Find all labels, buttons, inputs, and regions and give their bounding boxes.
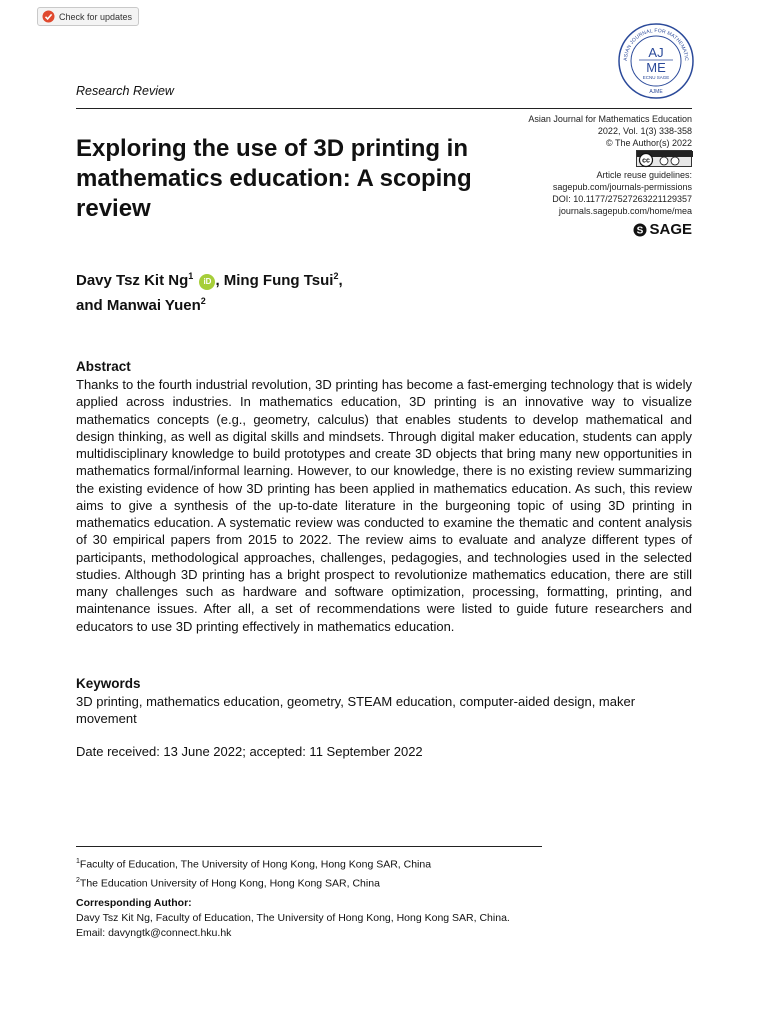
affiliation-item: [76, 854, 636, 873]
corresponding-author: [76, 911, 676, 941]
footnote-divider: [76, 846, 542, 847]
header-divider: [76, 108, 692, 109]
svg-text:cc: cc: [642, 157, 650, 165]
affiliation-text: Faculty of Education, The University of Hong Kong, Hong Kong SAR, China: [79, 858, 432, 871]
corresponding-author-heading: Corresponding Author:: [76, 897, 192, 909]
orcid-icon[interactable]: iD: [199, 274, 215, 290]
affiliation-sup: 2: [76, 876, 80, 884]
affiliation-sup: 1: [76, 858, 80, 865]
received-accepted-dates: Date received: 13 June 2022; accepted: 11 September 2022: [76, 744, 423, 759]
journal-name: Asian Journal for Mathematics Education: [528, 114, 692, 124]
cc-license-icon[interactable]: [636, 150, 692, 167]
reuse-link[interactable]: sagepub.com/journals-permissions: [552, 182, 692, 192]
sage-label: SAGE: [649, 221, 692, 238]
sage-logo: [633, 223, 692, 237]
svg-text:ECNU SAGE: ECNU SAGE: [642, 75, 670, 80]
author-affiliation-sup: 2: [200, 296, 206, 306]
journal-volume: 2022, Vol. 1(3) 338-358: [597, 126, 692, 136]
article-title: Exploring the use of 3D printing in mathematics education: A scoping review: [76, 135, 472, 222]
journal-info: [452, 113, 692, 240]
author-name: , Ming Fung Tsui: [215, 272, 334, 289]
sage-s-icon: [633, 223, 647, 237]
affiliations: [76, 854, 636, 891]
check-updates-icon: [42, 10, 55, 23]
author-list: [76, 266, 496, 316]
author-name: and Manwai Yuen: [76, 297, 201, 314]
keywords-heading: Keywords: [76, 676, 141, 691]
journal-logo: [617, 22, 695, 100]
svg-text:ME: ME: [646, 60, 666, 75]
svg-text:ASIAN JOURNAL FOR MATHEMATICS: ASIAN JOURNAL FOR MATHEMATIC: [622, 27, 690, 62]
corresponding-author-details: Davy Tsz Kit Ng, Faculty of Education, The University of Hong Kong, Hong Kong SAR, China.: [76, 912, 510, 924]
doi[interactable]: DOI: 10.1177/27527263221129357: [552, 194, 692, 204]
svg-text:S: S: [637, 225, 644, 237]
author-affiliation-sup: 2: [333, 271, 339, 281]
journal-link[interactable]: journals.sagepub.com/home/mea: [558, 206, 692, 216]
affiliation-item: [76, 873, 636, 892]
reuse-label: Article reuse guidelines:: [596, 170, 692, 180]
check-for-updates-button[interactable]: [37, 7, 139, 26]
article-category: Research Review: [76, 84, 174, 98]
check-updates-label: Check for updates: [59, 11, 133, 22]
copyright: © The Author(s) 2022: [605, 138, 692, 148]
svg-text:AJ: AJ: [648, 45, 664, 60]
svg-text:AJME: AJME: [649, 89, 663, 95]
corresponding-author-email[interactable]: Email: davyngtk@connect.hku.hk: [76, 927, 232, 939]
keywords-text: 3D printing, mathematics education, geometry, STEAM education, computer-aided design, maker movement: [76, 694, 636, 726]
author-name: Davy Tsz Kit Ng: [76, 272, 189, 289]
abstract-heading: Abstract: [76, 359, 131, 374]
abstract-text: Thanks to the fourth industrial revolution, 3D printing has become a fast-emerging technology that is widely applied across industries. In mathematics education, 3D printing is an innovative way to visualize mathematics concepts (e.g., geometry, calculus) that enables students to develop mathematical and design thinking, as well as digital skills and mindsets. Through digital maker education, students can apply multidisciplinary knowledge to build prototypes and create 3D objects that bring many new opportunities in mathematics formal/informal learning. However, to our knowledge, there is no existing review summarizing the existing evidence of how 3D printing has been applied in mathematics education. As such, this review aims to give a synthesis of the up-to-date literature in the burgeoning topic of using 3D printing in mathematics education. A systematic review was conducted to examine the thematic and content analysis of 30 empirical papers from 2015 to 2022. The review aims to evaluate and analyze different types of participants, methodological approaches, challenges, pedagogies, and technologies used in the selected studies. Although 3D printing has a bright prospect to revolutionize mathematics education, there are still many challenges such as hardware and software optimization, processing, formatting, printing, and maintenance issues. After all, a set of recommendations were listed to guide future researchers and educators to use 3D printing effectively in mathematics education.: [76, 377, 692, 634]
author-affiliation-sup: 1: [188, 271, 194, 281]
author-separator: ,: [338, 272, 343, 289]
affiliation-text: The Education University of Hong Kong, Hong Kong SAR, China: [79, 877, 380, 889]
